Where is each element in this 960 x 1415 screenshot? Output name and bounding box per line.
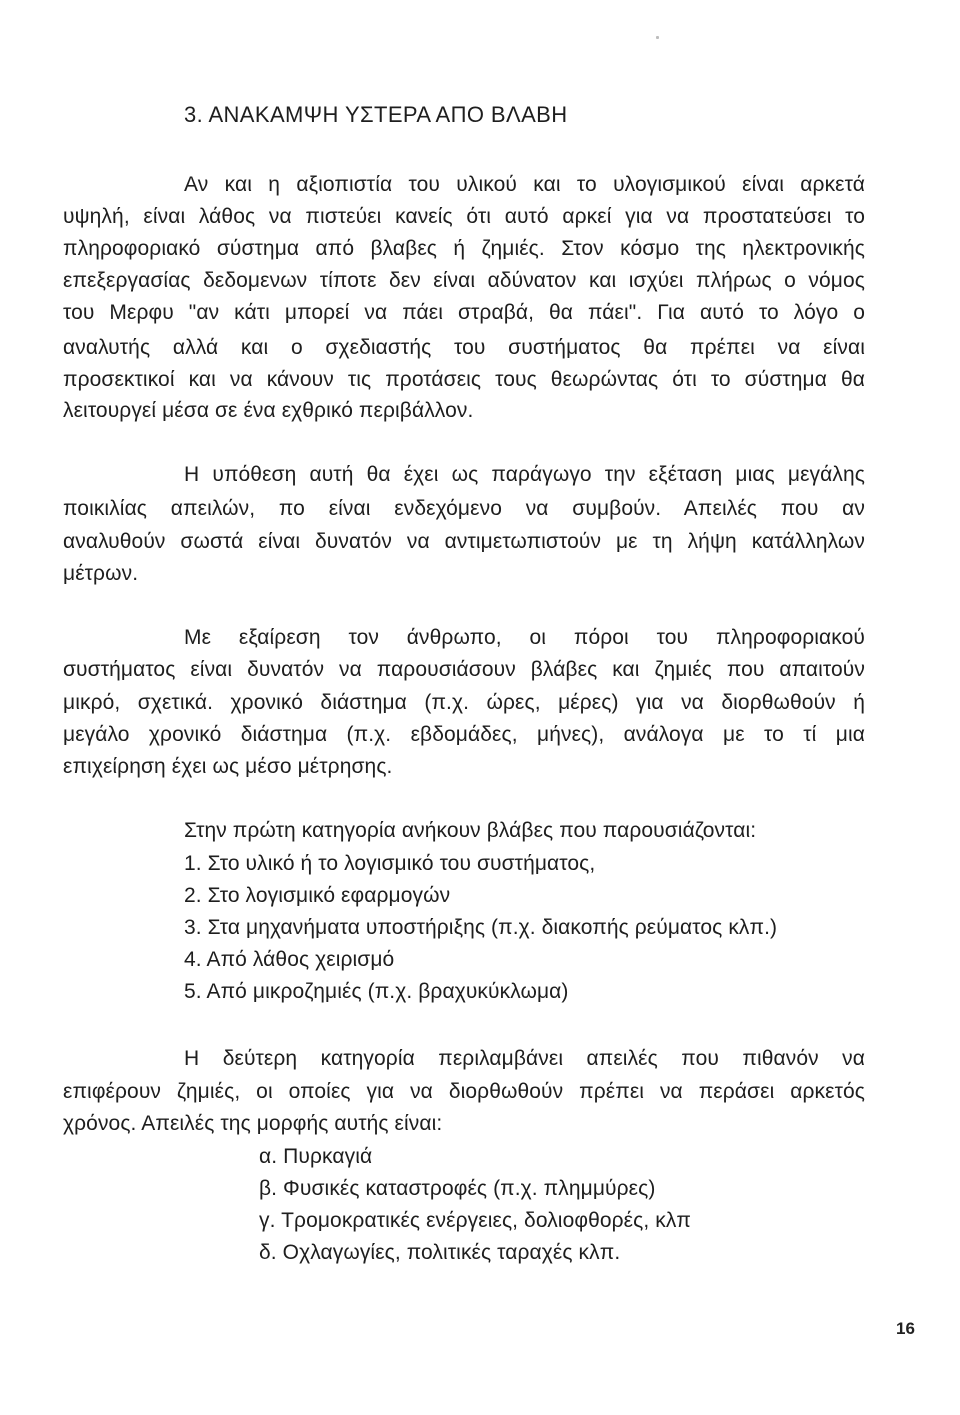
paragraph-2-line: αναλυθούν σωστά είναι δυνατόν να αντιμετωπιστούν με τη λήψη κατάλληλων [63,530,865,553]
paragraph-1-line: υψηλή, είναι λάθος να πιστεύει κανείς ότι αυτό αρκεί για να προστατεύσει το [63,205,865,228]
paragraph-1-line: του Μερφυ "αν κάτι μπορεί να πάει στραβά, θα πάει". Για αυτό το λόγο ο [63,301,865,324]
paragraph-2-line: ποικιλίας απειλών, πο είναι ενδεχόμενο να συμβούν. Απειλές που αν [63,497,865,520]
paragraph-3-line: Με εξαίρεση τον άνθρωπο, οι πόροι του πληροφοριακού [184,626,865,649]
paragraph-3-line: μεγάλο χρονικό διάστημα (π.χ. εβδομάδες, μήνες), ανάλογα με το τί μια [63,723,865,746]
list-item: δ. Οχλαγωγίες, πολιτικές ταραχές κλπ. [259,1241,621,1264]
list-item: 2. Στο λογισμικό εφαρμογών [184,884,451,907]
paragraph-1-line: πληροφοριακό σύστημα από βλαβες ή ζημιές. Στον κόσμο της ηλεκτρονικής [63,237,865,260]
paragraph-1-line: Αν και η αξιοπιστία του υλικού και το υλογισμικού είναι αρκετά [184,173,865,196]
paragraph-2-line: μέτρων. [63,562,139,585]
page-number: 16 [896,1319,915,1338]
list-item: 3. Στα μηχανήματα υποστήριξης (π.χ. διακοπής ρεύματος κλπ.) [184,916,778,939]
paragraph-4-line: επιφέρουν ζημιές, οι οποίες για να διορθωθούν πρέπει να περάσει αρκετός [63,1080,865,1103]
list-item: 4. Από λάθος χειρισμό [184,948,395,971]
list-item: β. Φυσικές καταστροφές (π.χ. πλημμύρες) [259,1177,656,1200]
paragraph-4-line: χρόνος. Απειλές της μορφής αυτής είναι: [63,1112,443,1135]
category-1-intro: Στην πρώτη κατηγορία ανήκουν βλάβες που παρουσιάζονται: [184,819,757,842]
list-item: 5. Από μικροζημιές (π.χ. βραχυκύκλωμα) [184,980,569,1003]
paragraph-3-line: μικρό, σχετικά. χρονικό διάστημα (π.χ. ώρες, μέρες) για να διορθωθούν ή [63,691,865,714]
scan-speck [656,36,659,39]
paragraph-3-line: επιχείρηση έχει ως μέσο μέτρησης. [63,755,393,778]
list-item: α. Πυρκαγιά [259,1145,373,1168]
paragraph-4-line: Η δεύτερη κατηγορία περιλαμβάνει απειλές που πιθανόν να [184,1047,865,1070]
paragraph-1-line: επεξεργασίας δεδομενων τίποτε δεν είναι αδύνατον και ισχύει πλήρως ο νόμος [63,269,865,292]
list-item: 1. Στο υλικό ή το λογισμικό του συστήματος, [184,852,596,875]
paragraph-1-line: προσεκτικοί και να κάνουν τις προτάσεις τους θεωρώντας ότι το σύστημα θα [63,368,865,391]
paragraph-3-line: συστήματος είναι δυνατόν να παρουσιάσουν βλάβες και ζημιές που απαιτούν [63,658,865,681]
paragraph-1-line: λειτουργεί μέσα σε ένα εχθρικό περιβάλλον. [63,399,474,422]
section-heading: 3. ΑΝΑΚΑΜΨΗ ΥΣΤΕΡΑ ΑΠΟ ΒΛΑΒΗ [184,102,568,127]
paragraph-1-line: αναλυτής αλλά και ο σχεδιαστής του συστήματος θα πρέπει να είναι [63,336,865,359]
list-item: γ. Τρομοκρατικές ενέργειες, δολιοφθορές, κλπ [259,1209,692,1232]
paragraph-2-line: Η υπόθεση αυτή θα έχει ως παράγωγο την εξέταση μιας μεγάλης [184,463,865,486]
